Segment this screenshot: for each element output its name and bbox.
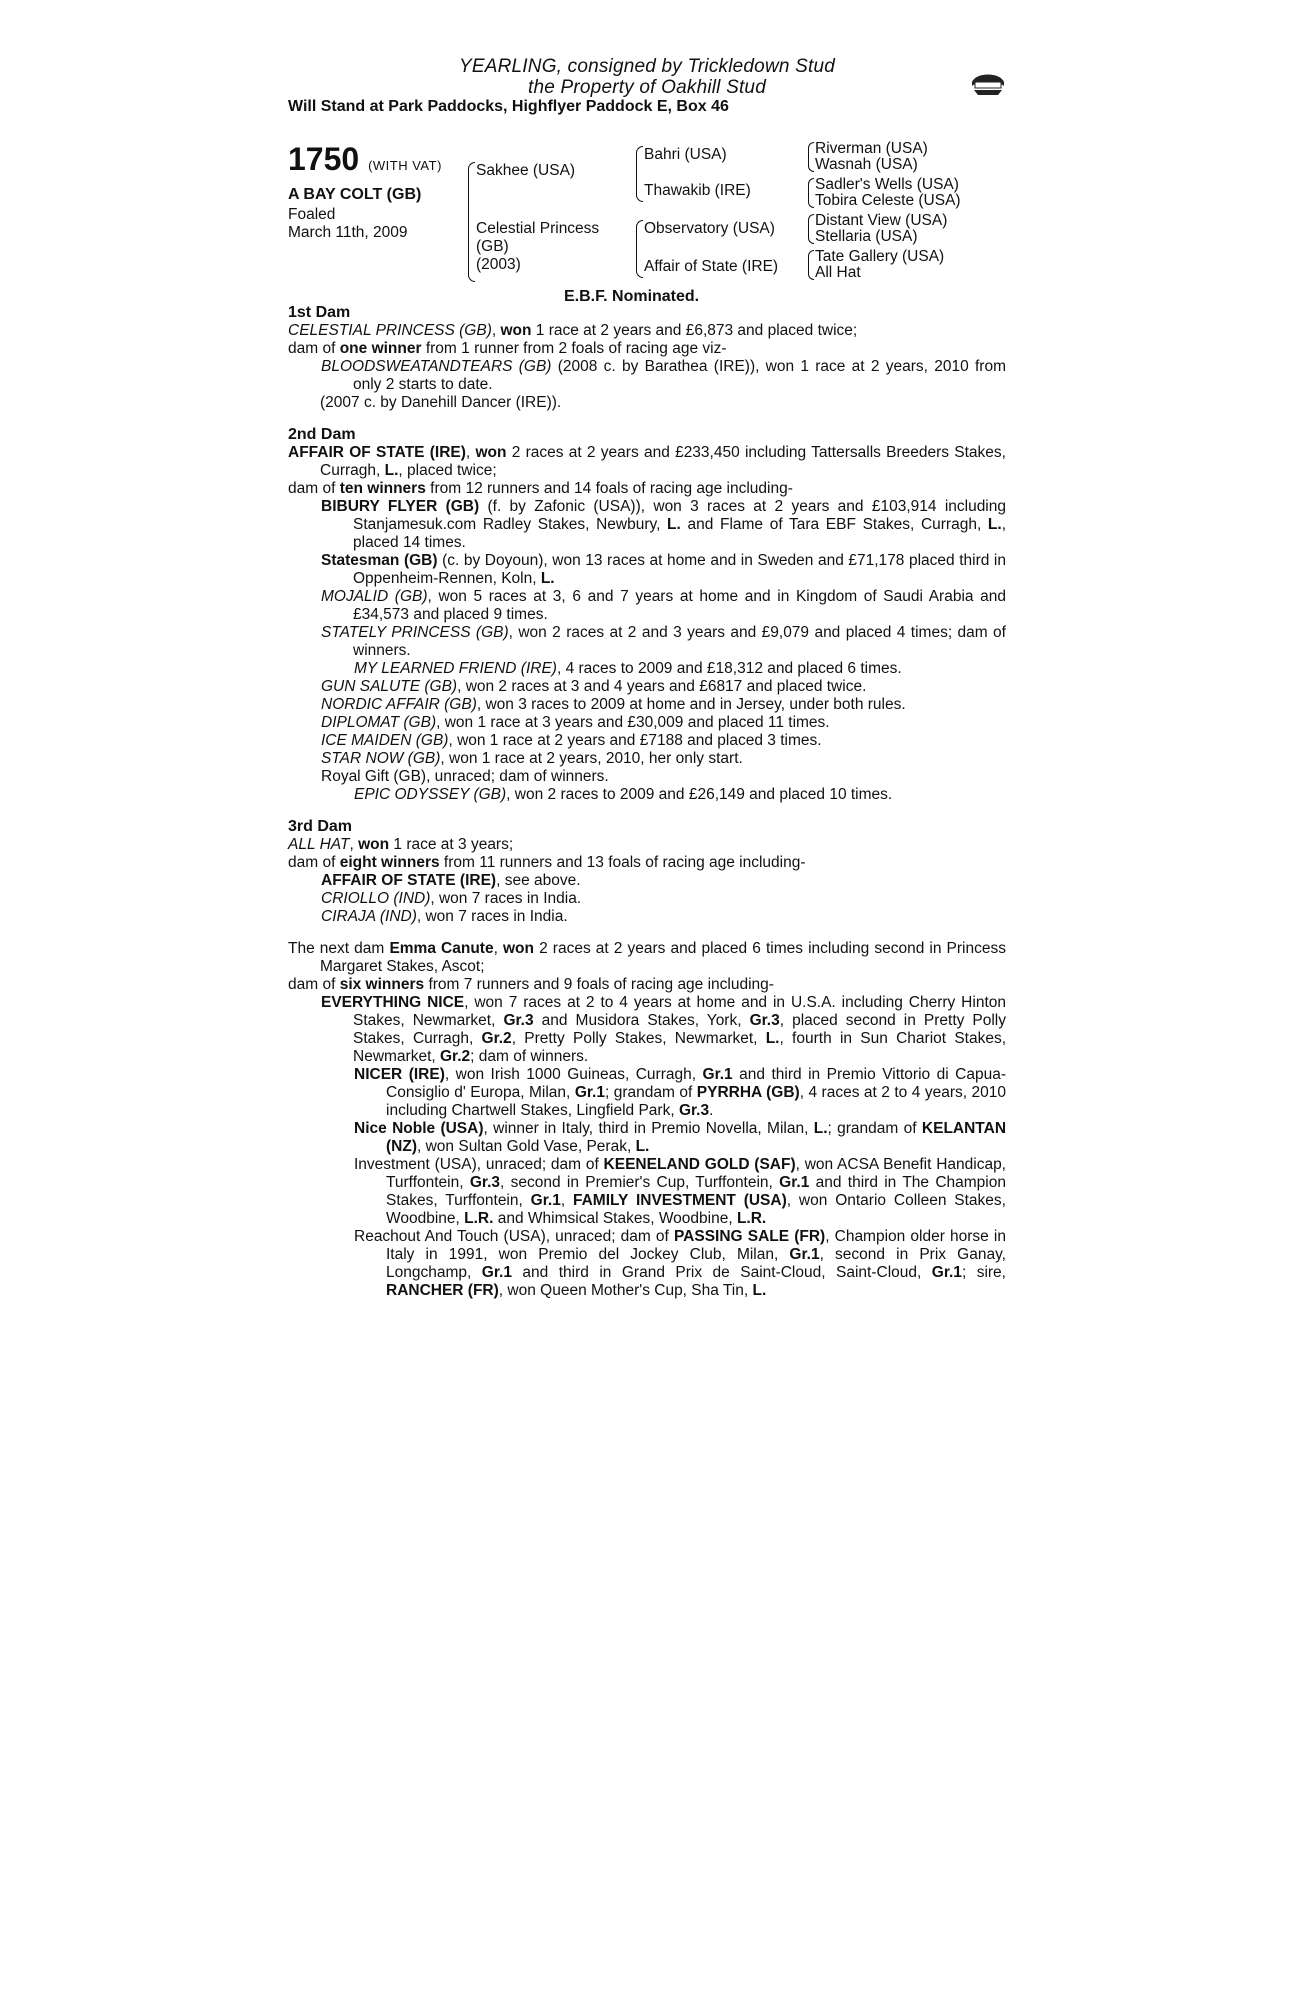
sire-dam: Thawakib (IRE) [644,182,751,199]
produce-entry: Royal Gift (GB), unraced; dam of winners. [321,768,609,785]
gen3-bracket-1 [808,142,814,172]
sire-name: Sakhee (USA) [476,162,576,179]
catalogue-page [288,56,1006,1300]
foaled-date: March 11th, 2009 [288,224,408,241]
foaled-label: Foaled [288,206,336,223]
gen3-sdd: Tobira Celeste (USA) [815,192,961,209]
produce-entry: (2007 c. by Danehill Dancer (IRE)). [320,394,562,411]
dam-name-line2: (GB) [476,238,509,255]
gen3-bracket-3 [808,214,814,244]
produce-entry: NORDIC AFFAIR (GB), won 3 races to 2009 at home and in Jersey, under both rules. [321,696,906,713]
second-dam-produce-summary: dam of ten winners from 12 runners and 14 foals of racing age including- [288,480,793,497]
gen3-dsd: Stellaria (USA) [815,228,918,245]
gen3-sds: Sadler's Wells (USA) [815,176,959,193]
produce-entry: BLOODSWEATANDTEARS (GB) (2008 c. by Barathea (IRE)), won 1 race at 2 years, 2010 from only 2 starts to date. [321,358,1006,393]
lot-title: A BAY COLT (GB) [288,186,422,203]
grand-produce-entry: Nice Noble (USA), winner in Italy, third in Premio Novella, Milan, L.; grandam of KELANTAN (NZ), won Sultan Gold Vase, Perak, L. [354,1120,1007,1155]
second-dam-record: AFFAIR OF STATE (IRE), won 2 races at 2 years and £233,450 including Tattersalls Breeders Stakes, Curragh, L., placed twice; [288,444,1006,479]
third-dam-heading: 3rd Dam [288,818,353,835]
dam-name-line1: Celestial Princess [476,220,600,237]
gen1-bracket [468,162,475,282]
vat-note: (WITH VAT) [368,158,442,173]
next-dam-record: The next dam Emma Canute, won 2 races at 2 years and placed 6 times including second in Princess Margaret Stakes, Ascot; [288,940,1006,975]
grand-produce-entry: MY LEARNED FRIEND (IRE), 4 races to 2009 and £18,312 and placed 6 times. [354,660,902,677]
third-dam-record: ALL HAT, won 1 race at 3 years; [288,836,514,853]
gen3-sss: Riverman (USA) [815,140,928,157]
next-dam-produce-summary: dam of six winners from 7 runners and 9 foals of racing age including- [288,976,774,993]
grand-produce-entry: NICER (IRE), won Irish 1000 Guineas, Curragh, Gr.1 and third in Premio Vittorio di Capua-Consiglio d' Europa, Milan, Gr.1; grandam of PYRRHA (GB), 4 races at 2 to 4 years, 2010 including Chartwell Stakes, Lingfield Park, Gr.3. [354,1066,1006,1119]
produce-entry: ICE MAIDEN (GB), won 1 race at 2 years and £7188 and placed 3 times. [321,732,822,749]
first-dam-heading: 1st Dam [288,304,351,321]
produce-entry: CIRAJA (IND), won 7 races in India. [321,908,568,925]
gen3-dss: Distant View (USA) [815,212,948,229]
grand-produce-entry: Reachout And Touch (USA), unraced; dam of PASSING SALE (FR), Champion older horse in Italy in 1991, won Premio del Jockey Club, Milan, Gr.1, second in Prix Ganay, Longchamp, Gr.1 and third in Grand Prix de Saint-Cloud, Saint-Cloud, Gr.1; sire, RANCHER (FR), won Queen Mother's Cup, Sha Tin, L. [354,1228,1006,1299]
produce-entry: EVERYTHING NICE, won 7 races at 2 to 4 years at home and in U.S.A. including Cherry Hinton Stakes, Newmarket, Gr.3 and Musidora Stakes, York, Gr.3, placed second in Pretty Polly Stakes, Curragh, Gr.2, Pretty Polly Stakes, Newmarket, L., fourth in Sun Chariot Stakes, Newmarket, Gr.2; dam of winners. [321,994,1007,1065]
consignment-line: YEARLING, consigned by Trickledown Stud [458,56,835,77]
first-dam-record: CELESTIAL PRINCESS (GB), won 1 race at 2 years and £6,873 and placed twice; [288,322,858,339]
lot-number: 1750 (WITH VAT) [288,141,442,177]
pedigree-block [288,142,1006,304]
grand-produce-entry: Investment (USA), unraced; dam of KEENELAND GOLD (SAF), won ACSA Benefit Handicap, Turffontein, Gr.3, second in Premier's Cup, Turffontein, Gr.1 and third in The Champion Stakes, Turffontein, Gr.1, FAMILY INVESTMENT (USA), won Ontario Colleen Stakes, Woodbine, L.R. and Whimsical Stakes, Woodbine, L.R. [354,1156,1006,1227]
location-line: Will Stand at Park Paddocks, Highflyer Paddock E, Box 46 [288,98,729,115]
gen3-dds: Tate Gallery (USA) [815,248,945,265]
sire-sire: Bahri (USA) [644,146,727,163]
gen2-dam-bracket [636,220,643,278]
property-line: the Property of Oakhill Stud [528,77,766,98]
produce-entry: GUN SALUTE (GB), won 2 races at 3 and 4 years and £6817 and placed twice. [321,678,867,695]
produce-entry: CRIOLLO (IND), won 7 races in India. [321,890,582,907]
produce-entry: Statesman (GB) (c. by Doyoun), won 13 races at home and in Sweden and £71,178 placed third in Oppenheim-Rennen, Koln, L. [321,552,1006,587]
produce-entry: STATELY PRINCESS (GB), won 2 races at 2 and 3 years and £9,079 and placed 4 times; dam of winners. [321,624,1006,659]
produce-entry: DIPLOMAT (GB), won 1 race at 3 years and £30,009 and placed 11 times. [321,714,830,731]
produce-entry: STAR NOW (GB), won 1 race at 2 years, 2010, her only start. [321,750,743,767]
dam-dam: Affair of State (IRE) [644,258,779,275]
produce-entry: AFFAIR OF STATE (IRE), see above. [321,872,581,889]
gen2-sire-bracket [636,146,643,202]
gen3-bracket-4 [808,250,814,280]
gen3-bracket-2 [808,178,814,208]
ebf-nomination: E.B.F. Nominated. [564,288,700,305]
consignor-emblem-icon [968,68,1008,98]
third-dam-produce-summary: dam of eight winners from 11 runners and 13 foals of racing age including- [288,854,806,871]
dam-foaled-year: (2003) [476,256,521,273]
produce-entry: MOJALID (GB), won 5 races at 3, 6 and 7 years at home and in Kingdom of Saudi Arabia and £34,573 and placed 9 times. [321,588,1006,623]
grand-produce-entry: EPIC ODYSSEY (GB), won 2 races to 2009 and £26,149 and placed 10 times. [354,786,893,803]
gen3-ddd: All Hat [815,264,861,281]
first-dam-produce-summary: dam of one winner from 1 runner from 2 foals of racing age viz- [288,340,727,357]
dam-sire: Observatory (USA) [644,220,775,237]
produce-entry: BIBURY FLYER (GB) (f. by Zafonic (USA)), won 3 races at 2 years and £103,914 including Stanjamesuk.com Radley Stakes, Newbury, L. and Flame of Tara EBF Stakes, Curragh, L., placed 14 times. [321,498,1006,551]
gen3-ssd: Wasnah (USA) [815,156,918,173]
second-dam-heading: 2nd Dam [288,426,356,443]
